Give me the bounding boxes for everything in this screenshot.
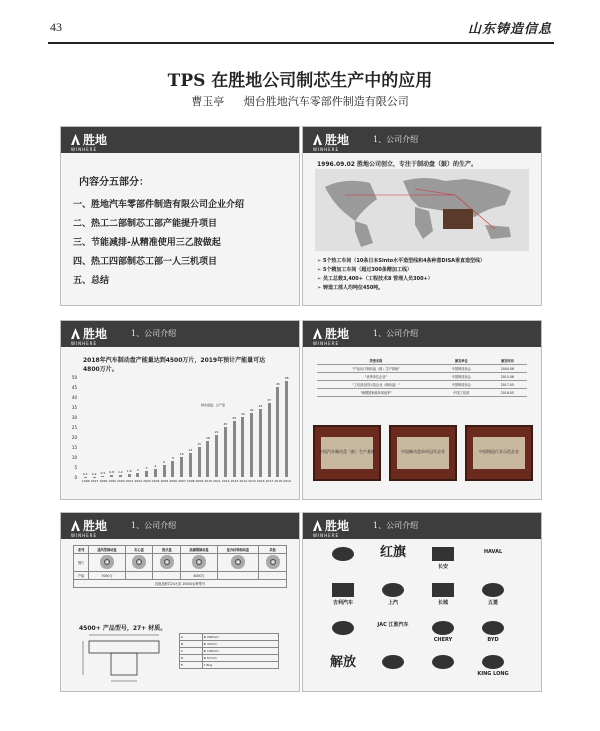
logo-mark-icon: [71, 520, 80, 531]
brand-logo: 上汽: [371, 583, 415, 606]
y-tick-label: 25: [71, 425, 77, 430]
company-logo: 胜地 WINHERE: [313, 327, 350, 346]
table-header-row: [317, 357, 527, 365]
x-tick-label: 2005: [160, 479, 169, 483]
bar-data-label: 4: [154, 464, 157, 468]
chart-bar: [198, 447, 201, 477]
y-tick-label: 50: [71, 375, 77, 380]
brand-emblem-icon: [432, 547, 454, 561]
brand-emblem-icon: [432, 655, 454, 669]
table-cell: B: [180, 641, 203, 648]
chart-bar: [84, 477, 87, 478]
table-cell: E: [180, 662, 203, 669]
table-row: [317, 389, 527, 397]
toc-heading: 内容分五部分：: [79, 177, 149, 188]
slide-header: [303, 321, 541, 347]
honor-plaque: [389, 425, 457, 481]
chart-bar: [241, 417, 244, 477]
table-cell: Φ 34mm: [202, 641, 278, 648]
table-cell: Φ 296mm: [202, 634, 278, 641]
world-map: [315, 169, 529, 251]
chart-bar: [128, 474, 131, 477]
page-number: 43: [50, 20, 62, 34]
toc-item: 四、热工四部制芯工部一人三机项目: [73, 257, 218, 267]
brand-emblem-icon: [382, 655, 404, 669]
column-header: 高碳钢制动盘: [181, 546, 217, 554]
row-label: 图片: [74, 554, 89, 572]
brand-emblem-icon: [432, 583, 454, 597]
chart-bar: [110, 475, 113, 477]
table-cell: [125, 572, 153, 580]
brand-emblem-icon: [482, 655, 504, 669]
chart-bar: [93, 477, 96, 478]
company-logo: 胜地 WINHERE: [313, 519, 350, 538]
bullet-text: ➢ 5个热工车间（10条日本Sinto水平造型线和4条种意DISA垂直造型线）: [317, 258, 486, 264]
table-cell: 中国铸造协会: [435, 365, 488, 373]
world-map-icon: [315, 169, 529, 251]
table-row: [317, 373, 527, 381]
bar-data-label: 21: [214, 430, 219, 434]
x-tick-label: 2004: [151, 479, 160, 483]
chart-bar: [119, 475, 122, 477]
brake-disc-icon: [266, 555, 280, 569]
table-cell: D: [180, 655, 203, 662]
x-tick-label: 1999: [108, 479, 116, 483]
x-tick-label: 2010: [204, 479, 213, 483]
x-tick-label: 2002: [134, 479, 143, 483]
brand-logo: CHERY: [421, 621, 465, 643]
table-cell: 2017.05: [488, 381, 527, 389]
table-cell: 中国工信部: [435, 389, 488, 397]
chart-bar: [136, 473, 139, 477]
article-title: TPS 在胜地公司制芯生产中的应用: [167, 71, 433, 91]
table-cell: [153, 572, 181, 580]
table-header-row: [74, 546, 287, 554]
plaque-text: 中国铸造行业示范企业: [479, 449, 519, 454]
y-tick-label: 45: [71, 385, 77, 390]
brand-logo: HAVAL: [483, 549, 503, 555]
table-cell: 产能: [74, 572, 89, 580]
x-tick-label: 2013: [230, 479, 239, 483]
bar-data-label: 25: [223, 422, 228, 426]
table-cell: "工信部全国示范企业（制动盘）": [317, 381, 435, 389]
column-header: 系列: [74, 546, 89, 554]
y-tick-label: 40: [71, 395, 77, 400]
brand-emblem-icon: [332, 547, 354, 561]
table-cell: [259, 572, 287, 580]
column-header: 实心盘: [125, 546, 153, 554]
table-row: [180, 641, 279, 648]
column-header: 颁发单位: [435, 357, 488, 365]
logo-mark-icon: [313, 134, 322, 145]
spec-table: [179, 633, 279, 669]
brake-disc-icon: [132, 555, 146, 569]
bar-data-label: 34: [258, 404, 263, 408]
affiliation: 烟台胜地汽车零部件制造有限公司: [243, 95, 409, 108]
toc-item: 三、节能减排-从精准使用三乙胺做起: [73, 238, 221, 248]
toc-item: 一、胜地汽车零部件制造有限公司企业介绍: [73, 200, 245, 210]
bar-data-label: 15: [197, 442, 202, 446]
brand-emblem-icon: [482, 583, 504, 597]
brake-disc-icon: [100, 555, 114, 569]
table-cell: 7000万: [89, 572, 125, 580]
logo-mark-icon: [313, 520, 322, 531]
table-cell: [217, 572, 258, 580]
company-logo: 胜地 WINHERE: [313, 133, 350, 152]
chart-bar: [224, 427, 227, 477]
chart-bar: [163, 465, 166, 477]
bullet-text: ➢ 5个精加工车间（超过300条精加工线）: [317, 267, 412, 273]
x-tick-label: 2016: [256, 479, 265, 483]
bar-data-label: 48: [284, 376, 289, 380]
honors-table: [317, 357, 527, 397]
brake-disc-icon: [192, 555, 206, 569]
x-tick-label: 2008: [186, 479, 195, 483]
toc-item: 二、热工二部制芯工部产能提升项目: [73, 219, 218, 229]
y-tick-label: 30: [71, 415, 77, 420]
bar-data-label: 6: [163, 460, 166, 464]
journal-name: 山东铸造信息: [467, 22, 552, 37]
brake-disc-drawing-icon: [79, 631, 169, 687]
slide-company-intro: [302, 126, 542, 306]
section-label: 1、公司介绍: [131, 521, 177, 530]
y-tick-label: 15: [71, 445, 77, 450]
chart-bar: [250, 413, 253, 477]
brand-logo: [371, 655, 415, 671]
brand-emblem-icon: [482, 621, 504, 635]
x-tick-label: 2009: [195, 479, 204, 483]
plaque-text: 中国汽车制动盘（鼓）生产基地: [319, 449, 375, 454]
table-row: [180, 655, 279, 662]
chart-bar: [171, 461, 174, 477]
table-row: [180, 648, 279, 655]
table-cell: C: [180, 648, 203, 655]
table-cell: 7.5kg: [202, 662, 278, 669]
x-tick-label: 2011: [213, 479, 221, 483]
chart-bar: [206, 441, 209, 477]
company-logo: 胜地 WINHERE: [71, 133, 108, 152]
y-tick-label: 10: [71, 455, 77, 460]
brake-disc-icon: [160, 555, 174, 569]
x-tick-label: 2018: [274, 479, 283, 483]
x-tick-label: 2017: [265, 479, 274, 483]
slide-products: [60, 512, 300, 692]
table-cell: Φ 136mm: [202, 648, 278, 655]
slide-production-chart: [60, 320, 300, 500]
table-cell: A: [180, 634, 203, 641]
chart-bar: [215, 435, 218, 477]
y-tick-label: 35: [71, 405, 77, 410]
x-tick-label: 2019: [283, 479, 291, 483]
y-tick-label: 20: [71, 435, 77, 440]
slide-header: [61, 321, 299, 347]
brand-logo: 红旗: [379, 545, 406, 560]
brand-emblem-icon: [382, 583, 404, 597]
x-tick-label: 2012: [221, 479, 230, 483]
y-tick-label: 0: [74, 475, 77, 480]
brand-logo: [321, 547, 365, 563]
company-logo: 胜地 WINHERE: [71, 519, 108, 538]
table-cell: 中国铸造协会: [435, 381, 488, 389]
table-cell: 2015.06: [488, 373, 527, 381]
chart-bar: [285, 381, 288, 477]
bar-data-label: 28: [232, 416, 237, 420]
table-row: [180, 662, 279, 669]
column-header: 荣誉名称: [317, 357, 435, 365]
table-row: [180, 634, 279, 641]
column-header: 鼓式盘: [153, 546, 181, 554]
chart-bar: [233, 421, 236, 477]
section-label: 1、公司介绍: [373, 329, 419, 338]
slide-header: [61, 127, 299, 153]
chart-bar: [268, 403, 271, 477]
table-cell: "产品出口制动盘（鼓）生产基地": [317, 365, 435, 373]
chart-bar: [101, 476, 104, 477]
section-label: 1、公司介绍: [373, 521, 419, 530]
brake-disc-icon: [231, 555, 245, 569]
x-tick-label: 2006: [169, 479, 178, 483]
chart-bar: [180, 457, 183, 477]
byline: [0, 93, 600, 109]
table-cell: Φ 67mm: [202, 655, 278, 662]
table-row: [74, 554, 287, 572]
logo-mark-icon: [313, 328, 322, 339]
brand-logo: BYD: [471, 621, 515, 643]
section-label: 1、公司介绍: [131, 329, 177, 338]
bar-data-label: 1.6: [126, 468, 132, 473]
table-cell: 2018.05: [488, 389, 527, 397]
header-rule: [48, 42, 554, 44]
slide-honors: [302, 320, 542, 500]
slide-header: [303, 513, 541, 539]
plaque-text: 中国制动盘单项冠军企业: [401, 449, 445, 454]
bar-data-label: 32: [249, 408, 254, 412]
logo-mark-icon: [71, 134, 80, 145]
brand-emblem-icon: [332, 583, 354, 597]
bar-data-label: 8: [171, 456, 174, 460]
honor-plaque: [465, 425, 533, 481]
brand-emblem-icon: [332, 621, 354, 635]
bar-data-label: 3: [145, 466, 148, 470]
logo-mark-icon: [71, 328, 80, 339]
bar-data-label: 18: [205, 436, 210, 440]
brand-logo: KING LONG: [471, 655, 515, 677]
bar-data-label: 30: [240, 412, 245, 416]
chart-caption: 4800万片。: [83, 366, 118, 373]
bar-data-label: 45: [275, 382, 280, 386]
table-cell: "黄钢国家级单项冠军": [317, 389, 435, 397]
x-tick-label: 1998: [99, 479, 108, 483]
column-header: 颁发时间: [488, 357, 527, 365]
bar-data-label: 2: [136, 468, 139, 472]
y-tick-label: 5: [74, 465, 77, 470]
table-cell: 中国铸造协会: [435, 373, 488, 381]
brand-logo: 五菱: [471, 583, 515, 606]
column-header: 其他: [259, 546, 287, 554]
x-tick-label: 2007: [178, 479, 186, 483]
x-tick-label: 2014: [239, 479, 248, 483]
product-count: 4500+ 产品型号，27+ 材质。: [79, 625, 167, 632]
bar-data-label: 0.2: [91, 471, 97, 476]
chart-bar: [189, 453, 192, 477]
slide-customers: [302, 512, 542, 692]
chart-bar: [276, 387, 279, 477]
bar-data-label: 0.1: [82, 471, 88, 476]
x-tick-label: 2000: [116, 479, 125, 483]
bar-data-label: 1.2: [117, 469, 123, 474]
chart-bar: [145, 471, 148, 477]
table-row: [317, 381, 527, 389]
brand-logo: JAC 江淮汽车: [377, 622, 409, 628]
table-cell: 2004.06: [488, 365, 527, 373]
toc-item: 五、总结: [73, 276, 110, 286]
author: 曹玉亭: [191, 95, 225, 108]
bar-data-label: 37: [267, 398, 272, 402]
chart-bar: [259, 409, 262, 477]
bullet-text: ➢ 员工总数3,400+（工程技术8 管理人员300+）: [317, 276, 433, 282]
table-row: [74, 572, 287, 580]
brand-logo: 长城: [421, 583, 465, 606]
honor-plaque: [313, 425, 381, 481]
slide-header: [303, 127, 541, 153]
x-tick-label: 1997: [90, 479, 99, 483]
brand-logo: 解放: [329, 655, 356, 670]
table-row: [74, 580, 287, 588]
table-row: [317, 365, 527, 373]
bullet-text: ➢ 铸造工部人均吨位450吨。: [317, 285, 384, 291]
bar-data-label: 0.8: [109, 470, 115, 475]
slide-header: [61, 513, 299, 539]
brand-logo: 吉利汽车: [321, 583, 365, 606]
product-table: [73, 545, 287, 588]
column-header: 通风型制动盘: [89, 546, 125, 554]
brand-logo: [421, 655, 465, 671]
table-cell: "优秀单位企业": [317, 373, 435, 381]
intro-text: 1996.09.02 胜地公司创立，专注于制动盘（鼓）的生产。: [317, 161, 478, 168]
chart-legend: 制动盘鼓、总产量: [201, 403, 226, 407]
section-label: 1、公司介绍: [373, 135, 419, 144]
x-tick-label: 1996: [81, 479, 90, 483]
x-tick-label: 2015: [248, 479, 256, 483]
bar-data-label: 12: [188, 448, 193, 452]
brand-emblem-icon: [432, 621, 454, 635]
chart-bar: [154, 469, 157, 477]
bar-data-label: 10: [179, 452, 184, 456]
table-note: 其他品种共24大类 15000余种型号: [74, 580, 287, 588]
x-tick-label: 2001: [125, 479, 134, 483]
slide-contents: [60, 126, 300, 306]
x-tick-label: 2003: [143, 479, 151, 483]
brand-logo: [321, 621, 365, 637]
bar-data-label: 0.5: [100, 471, 106, 475]
column-header: 复合材料制动盘: [217, 546, 258, 554]
table-cell: 4000万: [181, 572, 217, 580]
company-logo: 胜地 WINHERE: [71, 327, 108, 346]
chart-caption: 2018年汽车制动盘产能量达到4500万片，2019年预计产能量可达: [83, 357, 266, 364]
brand-logo: 长安: [421, 547, 465, 570]
